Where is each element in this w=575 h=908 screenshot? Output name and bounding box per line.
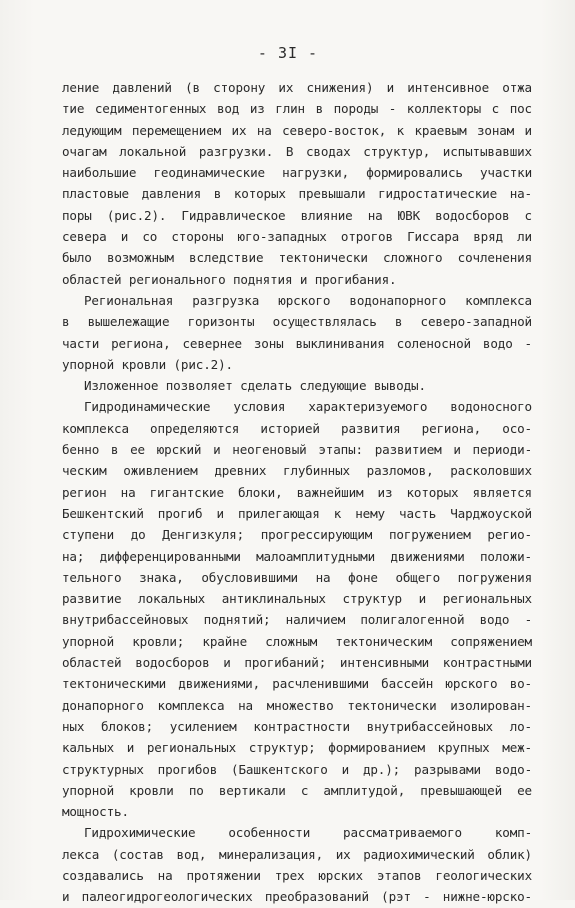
- text-line: в вышележащие горизонты осуществлялась в северо-западной: [62, 314, 532, 330]
- text-line: и палеогидрогеологических преобразований (рэт - нижне-юрско-: [62, 889, 532, 905]
- text-line: внутрибассейновых поднятий; наличием полигалогенной водо -: [62, 612, 532, 628]
- text-line: севера и со стороны юго-западных отрогов Гиссара вряд ли: [62, 229, 532, 245]
- text-line: части региона, севернее зоны выклинивания соленосной водо -: [62, 335, 532, 351]
- text-line: пластовые давления в которых превышали гидростатические на-: [62, 186, 532, 202]
- text-line: ческим оживлением древних глубинных разломов, расколовших: [62, 463, 532, 479]
- text-line: областей водосборов и прогибаний; интенсивными контрастными: [62, 655, 532, 671]
- text-line: поры (рис.2). Гидравлическое влияние на ЮВК водосборов с: [62, 207, 532, 223]
- text-line: структурных прогибов (Башкентского и др.); разрывами водо-: [62, 761, 532, 777]
- text-line: Изложенное позволяет сделать следующие выводы.: [84, 378, 426, 394]
- text-line: тие седиментогенных вод из глин в породы - коллекторы с пос: [62, 101, 532, 117]
- text-line: тектоническими движениями, расчленившими бассейн юрского во-: [62, 676, 532, 692]
- page-number: - 3I -: [257, 44, 319, 62]
- text-line: Гидрохимические особенности рассматриваемого комп-: [84, 825, 532, 841]
- text-line: Региональная разгрузка юрского водонапорного комплекса: [84, 292, 532, 308]
- text-line: ных блоков; усилением контрастности внутрибассейновых ло-: [62, 718, 532, 734]
- text-line: упорной кровли; крайне сложным тектоническим сопряжением: [62, 633, 532, 649]
- text-line: создавались на протяжении трех юрских этапов геологических: [62, 867, 532, 883]
- text-line: тельного знака, обусловившими на фоне общего погружения: [62, 569, 532, 585]
- text-line: бенно в ее юрский и неогеновый этапы: развитием и периоди-: [62, 442, 532, 458]
- text-line: на; дифференцированными малоамплитудными движениями положи-: [62, 548, 532, 564]
- text-line: развитие локальных антиклинальных структур и региональных: [62, 591, 532, 607]
- text-line: областей регионального поднятия и прогибания.: [62, 271, 397, 287]
- body-text: [62, 77, 532, 908]
- text-line: ледующим перемещением их на северо-восток, к краевым зонам и: [62, 122, 532, 138]
- text-line: кальных и региональных структур; формированием крупных меж-: [62, 740, 532, 756]
- text-line: было возможным вследствие тектонически сложного сочленения: [62, 250, 532, 266]
- text-line: регион на гигантские блоки, важнейшим из которых является: [62, 484, 532, 500]
- text-line: донапорного комплекса на множество тектонически изолирован-: [62, 697, 532, 713]
- text-line: наибольшие геодинамические нагрузки, формировались участки: [62, 165, 532, 181]
- text-line: комплекса определяются историей развития региона, осо-: [62, 420, 532, 436]
- text-line: ступени до Денгизкуля; прогрессирующим погружением регио-: [62, 527, 532, 543]
- text-line: Бешкентский прогиб и прилегающая к нему часть Чарджоуской: [62, 505, 532, 521]
- text-line: упорной кровли по вертикали с амплитудой, превышающей ее: [62, 782, 532, 798]
- text-line: лекса (состав вод, минерализация, их радиохимический облик): [62, 846, 532, 862]
- text-line: мощность.: [62, 804, 129, 820]
- text-line: очагам локальной разгрузки. В сводах структур, испытывавших: [62, 143, 532, 159]
- text-line: ление давлений (в сторону их снижения) и интенсивное отжа: [62, 80, 532, 95]
- text-line: упорной кровли (рис.2).: [62, 356, 233, 372]
- text-line: Гидродинамические условия характеризуемого водоносного: [84, 399, 532, 415]
